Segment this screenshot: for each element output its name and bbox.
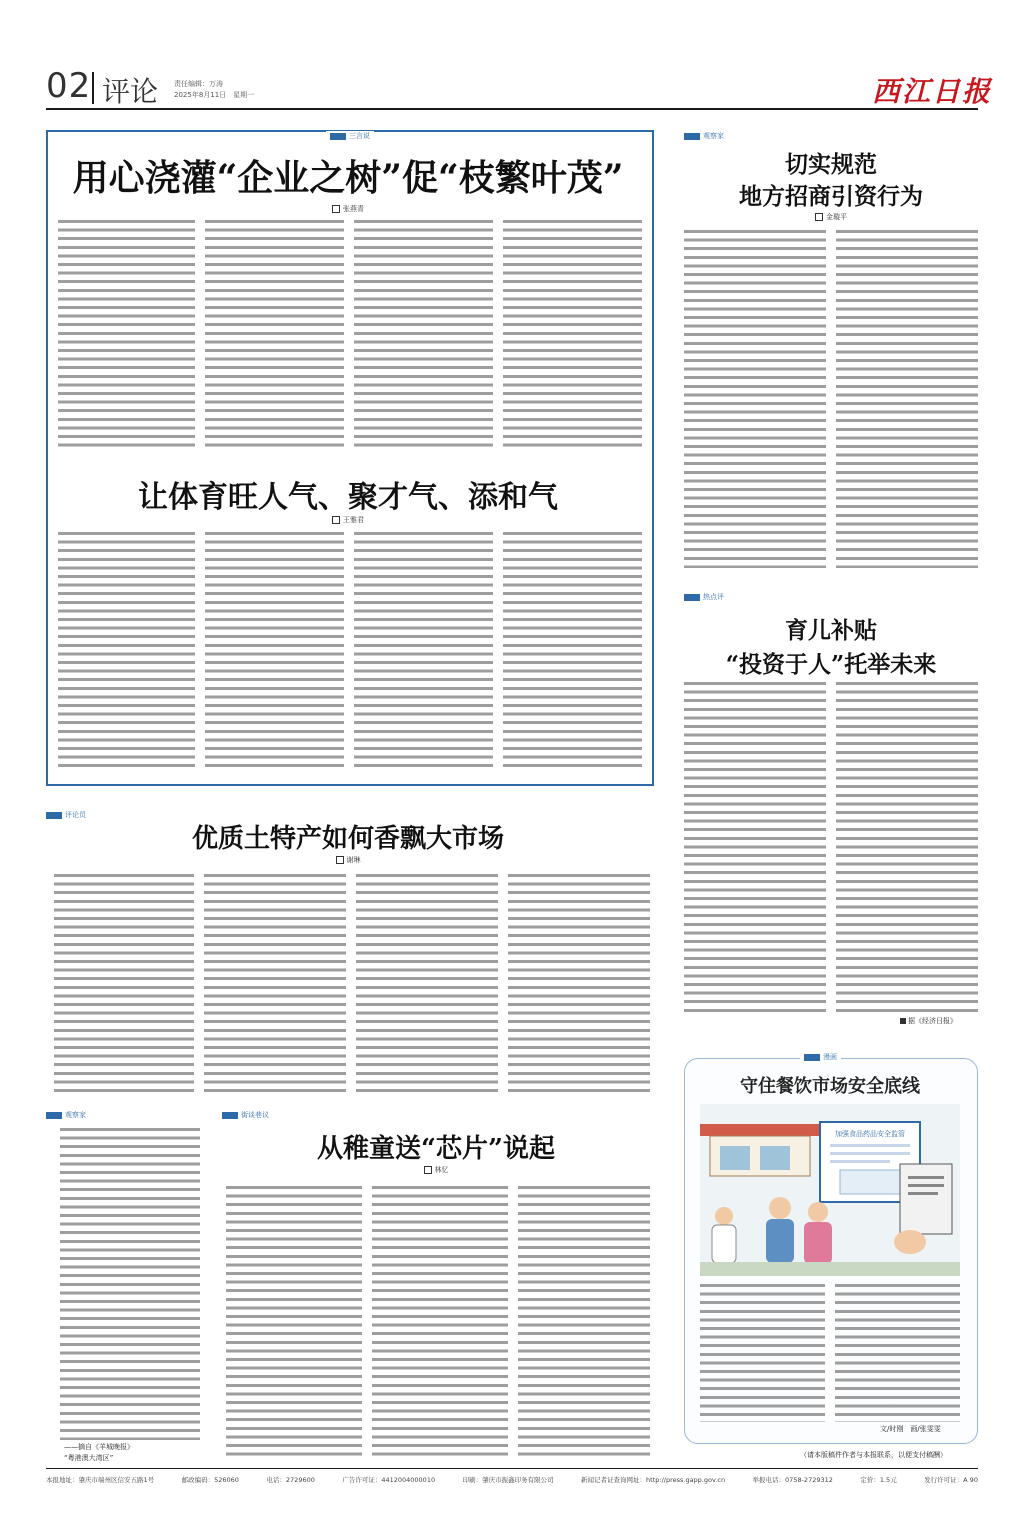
date-line: 2025年8月11日 星期一 — [174, 91, 255, 99]
article-3-author: 金璇平 — [826, 213, 847, 221]
byline-mark-icon — [815, 213, 823, 221]
cartoon-caption: （请本版稿件作者与本报联系，以便支付稿酬） — [800, 1451, 947, 1459]
article-4-source — [900, 1016, 957, 1026]
byline-mark-icon — [332, 205, 340, 213]
article-7-body — [226, 1186, 650, 1458]
header-divider — [92, 72, 94, 104]
article-1-byline — [48, 204, 648, 214]
footer-info — [46, 1475, 978, 1484]
article-3-title-line-2: 地方招商引资行为 — [739, 183, 923, 210]
article-5-title: 优质土特产如何香飘大市场 — [191, 824, 504, 854]
article-1-author: 张燕青 — [343, 205, 364, 213]
article-6-body — [60, 1128, 200, 1440]
column-tag — [46, 1110, 86, 1120]
footer-rule — [46, 1468, 978, 1469]
column-tag — [326, 131, 374, 141]
cartoon-sign: 文/时刚 画/张雯雯 — [880, 1425, 941, 1433]
article-7-byline — [222, 1165, 650, 1175]
footer-ad-license: 广告许可证：4412004000010 — [342, 1476, 436, 1484]
column-tag-label: 观察家 — [65, 1111, 86, 1119]
cartoon-title: 守住餐饮市场安全底线 — [740, 1076, 920, 1097]
article-3-title-line-1: 切实规范 — [785, 151, 877, 178]
column-tag-label: 漫画 — [823, 1053, 837, 1061]
tag-block-icon — [804, 1054, 820, 1061]
header-rule — [46, 108, 978, 110]
footer-address: 本报地址：肇庆市端州区信安五路1号 — [46, 1476, 155, 1484]
cartoon-illustration — [700, 1104, 960, 1276]
masthead-logo: 西江日报 — [872, 75, 993, 108]
tag-block-icon — [222, 1112, 238, 1119]
footer-distribution-license: 发行许可证：A 90 — [924, 1476, 978, 1484]
column-tag-label: 三言说 — [349, 132, 370, 140]
article-4-source-text: 据《经济日报》 — [908, 1017, 957, 1025]
tag-block-icon — [684, 133, 700, 140]
article-6-closing-2: “粤港澳大湾区” — [64, 1454, 114, 1462]
article-1-title: 用心浇灌“企业之树”促“枝繁叶茂” — [72, 157, 624, 199]
article-3-body — [684, 230, 978, 568]
cartoon-commentary — [700, 1284, 960, 1422]
byline-mark-icon — [336, 856, 344, 864]
poster-text: 加强食品药品安全监管 — [835, 1130, 905, 1138]
tag-block-icon — [684, 594, 700, 601]
column-tag-label: 观察家 — [703, 132, 724, 140]
article-2-title: 让体育旺人气、聚才气、添和气 — [138, 480, 558, 515]
footer-postcode: 邮政编码：526060 — [181, 1476, 239, 1484]
column-tag — [684, 131, 724, 141]
footer-price: 定价：1.5元 — [860, 1476, 897, 1484]
footer-report-phone: 举报电话：0758-2729312 — [752, 1476, 833, 1484]
article-6-closing-1: ——摘自《羊城晚报》 — [64, 1443, 134, 1451]
article-7-title: 从稚童送“芯片”说起 — [317, 1134, 555, 1164]
article-2-body — [58, 532, 642, 772]
article-4-body — [684, 682, 978, 1012]
footer-printer: 印刷：肇庆市振鑫印务有限公司 — [462, 1476, 554, 1484]
byline-mark-icon — [332, 516, 340, 524]
article-5-byline — [46, 855, 650, 865]
byline-mark-icon — [424, 1166, 432, 1174]
article-4-title-line-1: 育儿补贴 — [785, 617, 877, 644]
article-1-body — [58, 220, 642, 452]
column-tag-label: 评论员 — [65, 811, 86, 819]
source-mark-icon — [900, 1018, 906, 1024]
footer-press-url: 新闻记者证查询网址：http://press.gapp.gov.cn — [581, 1476, 726, 1484]
column-tag — [800, 1052, 841, 1062]
footer-phone: 电话：2729600 — [266, 1476, 315, 1484]
column-tag — [222, 1110, 269, 1120]
column-tag-label: 街谈巷议 — [241, 1111, 269, 1119]
article-3-byline — [684, 212, 978, 222]
editor-line: 责任编辑：万涛 — [174, 80, 223, 88]
article-7-author: 林忆 — [434, 1166, 449, 1174]
article-5-author: 谢琳 — [346, 856, 361, 864]
article-4-title-line-2: “投资于人”托举未来 — [725, 651, 937, 678]
column-tag-label: 热点评 — [703, 593, 724, 601]
article-2-byline — [48, 515, 648, 525]
tag-block-icon — [46, 1112, 62, 1119]
tag-block-icon — [330, 133, 346, 140]
column-tag — [684, 592, 724, 602]
section-title: 评论 — [102, 75, 159, 108]
article-5-body — [54, 874, 650, 1092]
article-2-author: 王雅君 — [343, 516, 364, 524]
page-number: 02 — [46, 66, 92, 106]
